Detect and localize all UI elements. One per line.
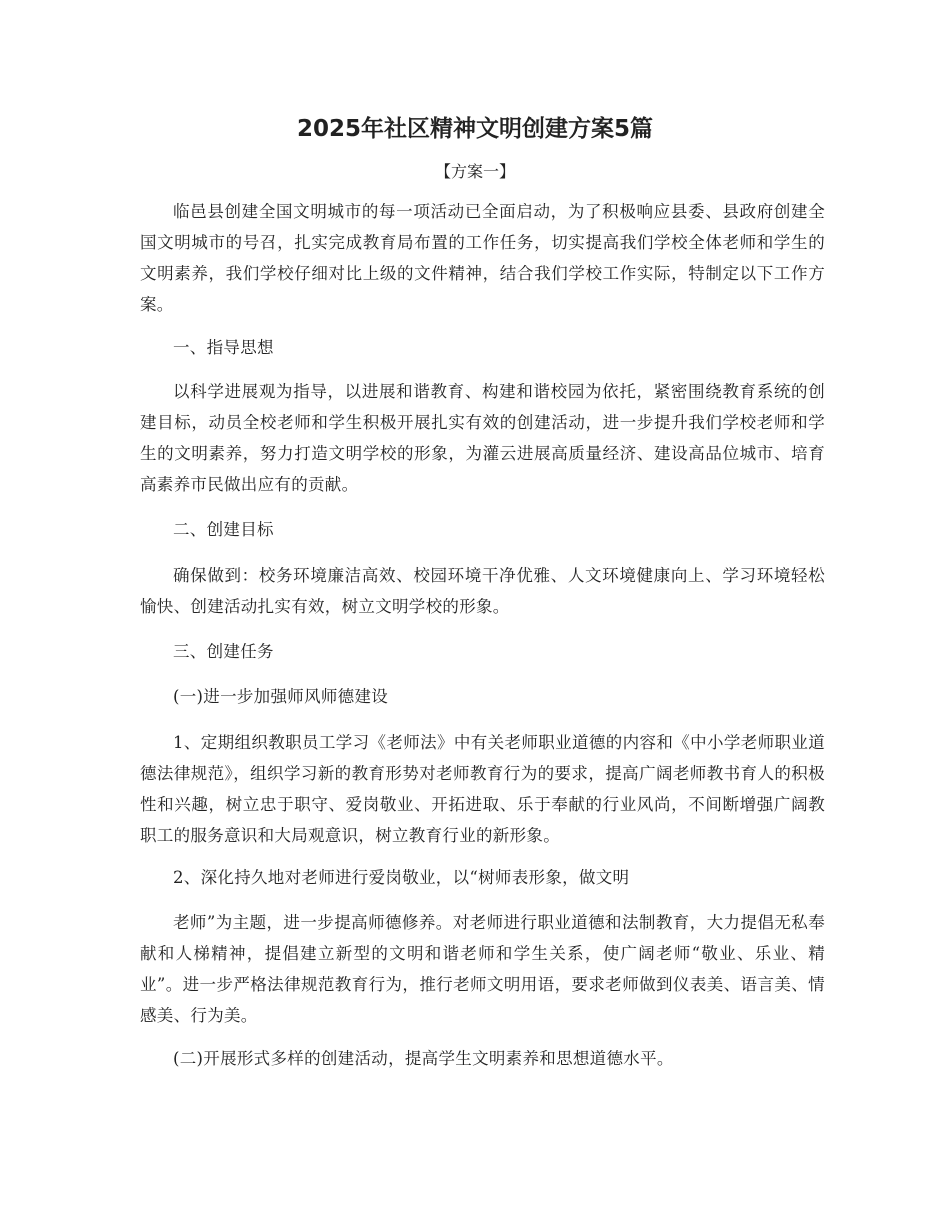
task-item-1: 1、定期组织教职员工学习《老师法》中有关老师职业道德的内容和《中小学老师职业道德法律规范》，组织学习新的教育形势对老师教育行为的要求，提高广阔老师教书育人的积极性和兴趣，树立忠于职守、爱岗敬业、开拓进取、乐于奉献的行业风尚，不间断增强广阔教职工的服务意识和大局观意识，树立教育行业的新形象。 [140,733,825,845]
task-item-2: 2、深化持久地对老师进行爱岗敬业，以“树师表形象，做文明 [173,868,630,887]
heading-activities: (二)开展形式多样的创建活动，提高学生文明素养和思想道德水平。 [173,1049,674,1068]
heading-teacher-ethics: (一)进一步加强师风师德建设 [173,687,389,706]
heading-creation-tasks: 三、创建任务 [173,642,274,661]
guiding-ideology-paragraph: 以科学进展观为指导，以进展和谐教育、构建和谐校园为依托，紧密围绕教育系统的创建目标，动员全校老师和学生积极开展扎实有效的创建活动，进一步提升我们学校老师和学生的文明素养，努力打造文明学校的形象，为灌云进展高质量经济、建设高品位城市、培育高素养市民做出应有的贡献。 [140,382,825,494]
intro-paragraph: 临邑县创建全国文明城市的每一项活动已全面启动，为了积极响应县委、县政府创建全国文明城市的号召，扎实完成教育局布置的工作任务，切实提高我们学校全体老师和学生的文明素养，我们学校仔细对比上级的文件精神，结合我们学校工作实际，特制定以下工作方案。 [140,202,825,314]
heading-guiding-ideology: 一、指导思想 [173,338,274,357]
creation-goals-paragraph: 确保做到：校务环境廉洁高效、校园环境干净优雅、人文环境健康向上、学习环境轻松愉快、创建活动扎实有效，树立文明学校的形象。 [140,566,825,616]
section-subtitle: 【方案一】 [434,162,515,181]
document-title: 2025年社区精神文明创建方案5篇 [296,116,654,142]
task-item-2-continued: 老师”为主题，进一步提高师德修养。对老师进行职业道德和法制教育，大力提倡无私奉献和人梯精神，提倡建立新型的文明和谐老师和学生关系，使广阔老师“敬业、乐业、精业”。进一步严格法律规范教育行为，推行老师文明用语，要求老师做到仪表美、语言美、情感美、行为美。 [140,913,825,1025]
heading-creation-goals: 二、创建目标 [173,520,274,539]
